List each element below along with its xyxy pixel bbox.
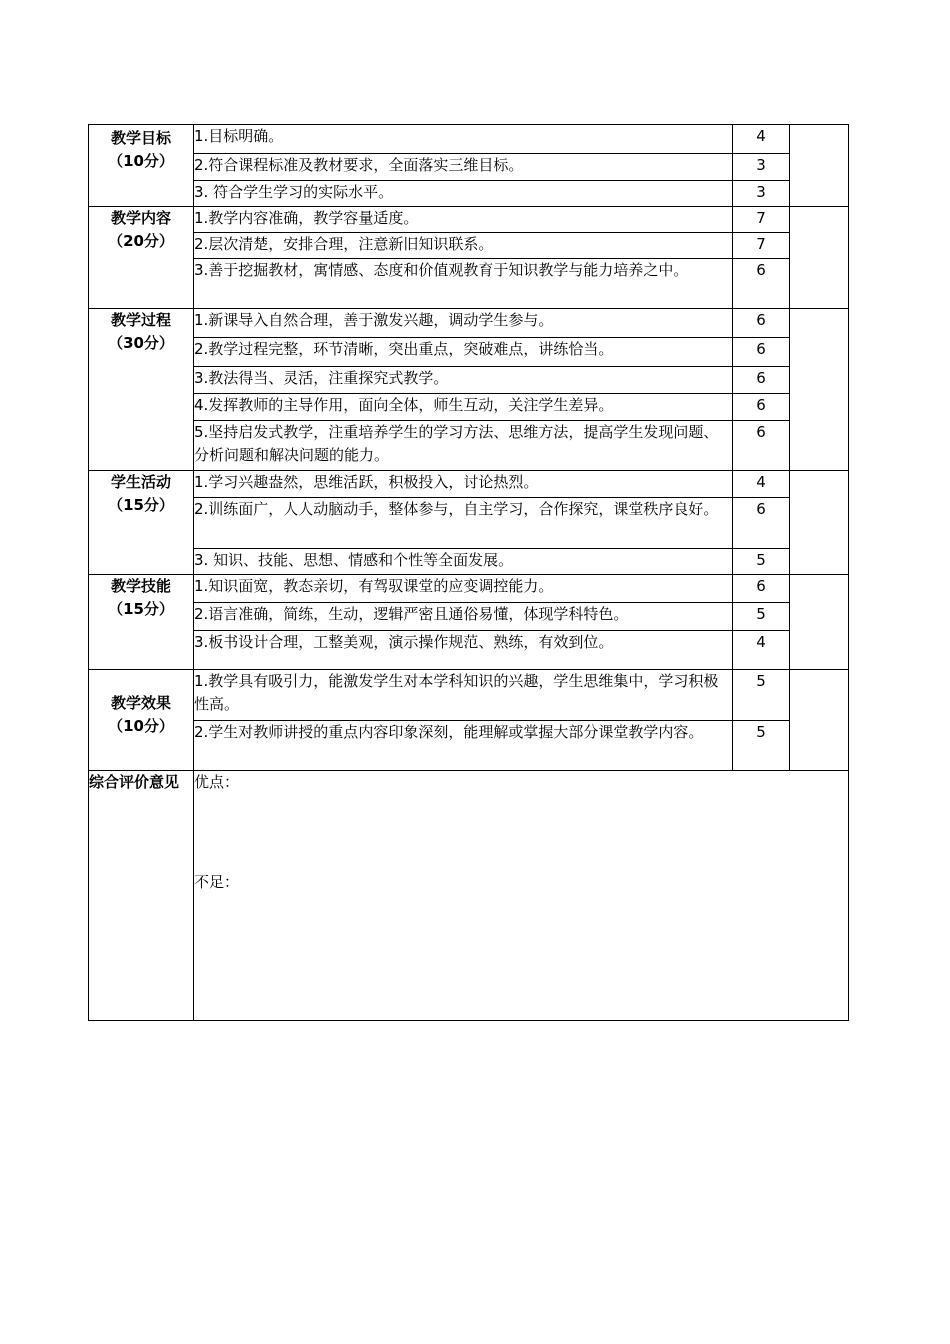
criterion-text: 3. 符合学生学习的实际水平。	[194, 181, 733, 207]
criterion-score: 3	[733, 154, 790, 181]
criterion-text: 2.符合课程标准及教材要求，全面落实三维目标。	[194, 154, 733, 181]
evaluation-table	[88, 124, 849, 1021]
criterion-score: 3	[733, 181, 790, 207]
table-row	[89, 549, 849, 575]
criterion-score: 6	[733, 367, 790, 394]
table-row	[89, 670, 849, 721]
criterion-score: 6	[733, 421, 790, 471]
section-label-activity: 学生活动 （15分）	[89, 471, 194, 575]
criterion-text: 3.善于挖掘教材，寓情感、态度和价值观教育于知识教学与能力培养之中。	[194, 259, 733, 309]
table-row	[89, 498, 849, 549]
summary-label: 综合评价意见	[89, 771, 194, 1021]
table-row	[89, 233, 849, 259]
criterion-text: 1.目标明确。	[194, 125, 733, 154]
table-row	[89, 125, 849, 154]
score-entry-cell[interactable]	[790, 670, 849, 771]
criterion-text: 3.板书设计合理，工整美观，演示操作规范、熟练，有效到位。	[194, 631, 733, 670]
criterion-text: 2.层次清楚，安排合理，注意新旧知识联系。	[194, 233, 733, 259]
table-row	[89, 421, 849, 471]
criterion-text: 4.发挥教师的主导作用，面向全体，师生互动，关注学生差异。	[194, 394, 733, 421]
section-label-goals: 教学目标 （10分）	[89, 125, 194, 207]
table-row	[89, 721, 849, 771]
criterion-text: 1.学习兴趣盎然，思维活跃，积极投入，讨论热烈。	[194, 471, 733, 498]
criterion-text: 2.教学过程完整，环节清晰，突出重点，突破难点，讲练恰当。	[194, 338, 733, 367]
criterion-text: 1.教学内容准确，教学容量适度。	[194, 207, 733, 233]
criterion-score: 4	[733, 631, 790, 670]
summary-row	[89, 771, 849, 1021]
score-entry-cell[interactable]	[790, 125, 849, 207]
criterion-score: 4	[733, 471, 790, 498]
table-row	[89, 259, 849, 309]
table-row	[89, 367, 849, 394]
score-entry-cell[interactable]	[790, 471, 849, 575]
criterion-text: 2.训练面广，人人动脑动手，整体参与，自主学习，合作探究，课堂秩序良好。	[194, 498, 733, 549]
criterion-score: 5	[733, 721, 790, 771]
table-row	[89, 207, 849, 233]
table-row	[89, 338, 849, 367]
summary-input-area[interactable]	[194, 771, 849, 1021]
criterion-score: 7	[733, 233, 790, 259]
table-row	[89, 394, 849, 421]
score-entry-cell[interactable]	[790, 207, 849, 309]
criterion-text: 1.新课导入自然合理，善于激发兴趣，调动学生参与。	[194, 309, 733, 338]
criterion-text: 2.语言准确，简练，生动，逻辑严密且通俗易懂，体现学科特色。	[194, 603, 733, 631]
criterion-score: 6	[733, 309, 790, 338]
criterion-text: 3.教法得当、灵活，注重探究式教学。	[194, 367, 733, 394]
section-label-process: 教学过程 （30分）	[89, 309, 194, 471]
criterion-score: 6	[733, 575, 790, 603]
criterion-score: 6	[733, 394, 790, 421]
criterion-text: 5.坚持启发式教学，注重培养学生的学习方法、思维方法，提高学生发现问题、分析问题和解决问题的能力。	[194, 421, 733, 471]
pros-label: 优点：	[194, 773, 240, 791]
table-row	[89, 575, 849, 603]
criterion-score: 5	[733, 549, 790, 575]
criterion-score: 7	[733, 207, 790, 233]
table-row	[89, 471, 849, 498]
criterion-text: 3. 知识、技能、思想、情感和个性等全面发展。	[194, 549, 733, 575]
section-label-content: 教学内容 （20分）	[89, 207, 194, 309]
section-label-skills: 教学技能 （15分）	[89, 575, 194, 670]
criterion-score: 6	[733, 498, 790, 549]
criterion-score: 6	[733, 338, 790, 367]
table-row	[89, 603, 849, 631]
criterion-score: 6	[733, 259, 790, 309]
criterion-score: 4	[733, 125, 790, 154]
table-row	[89, 154, 849, 181]
table-row	[89, 181, 849, 207]
criterion-text: 2.学生对教师讲授的重点内容印象深刻，能理解或掌握大部分课堂教学内容。	[194, 721, 733, 771]
score-entry-cell[interactable]	[790, 309, 849, 471]
table-row	[89, 631, 849, 670]
section-label-effect: 教学效果 （10分）	[89, 670, 194, 771]
cons-label: 不足：	[194, 873, 240, 891]
criterion-text: 1.教学具有吸引力，能激发学生对本学科知识的兴趣，学生思维集中，学习积极性高。	[194, 670, 733, 721]
criterion-text: 1.知识面宽，教态亲切，有驾驭课堂的应变调控能力。	[194, 575, 733, 603]
criterion-score: 5	[733, 603, 790, 631]
score-entry-cell[interactable]	[790, 575, 849, 670]
criterion-score: 5	[733, 670, 790, 721]
table-row	[89, 309, 849, 338]
